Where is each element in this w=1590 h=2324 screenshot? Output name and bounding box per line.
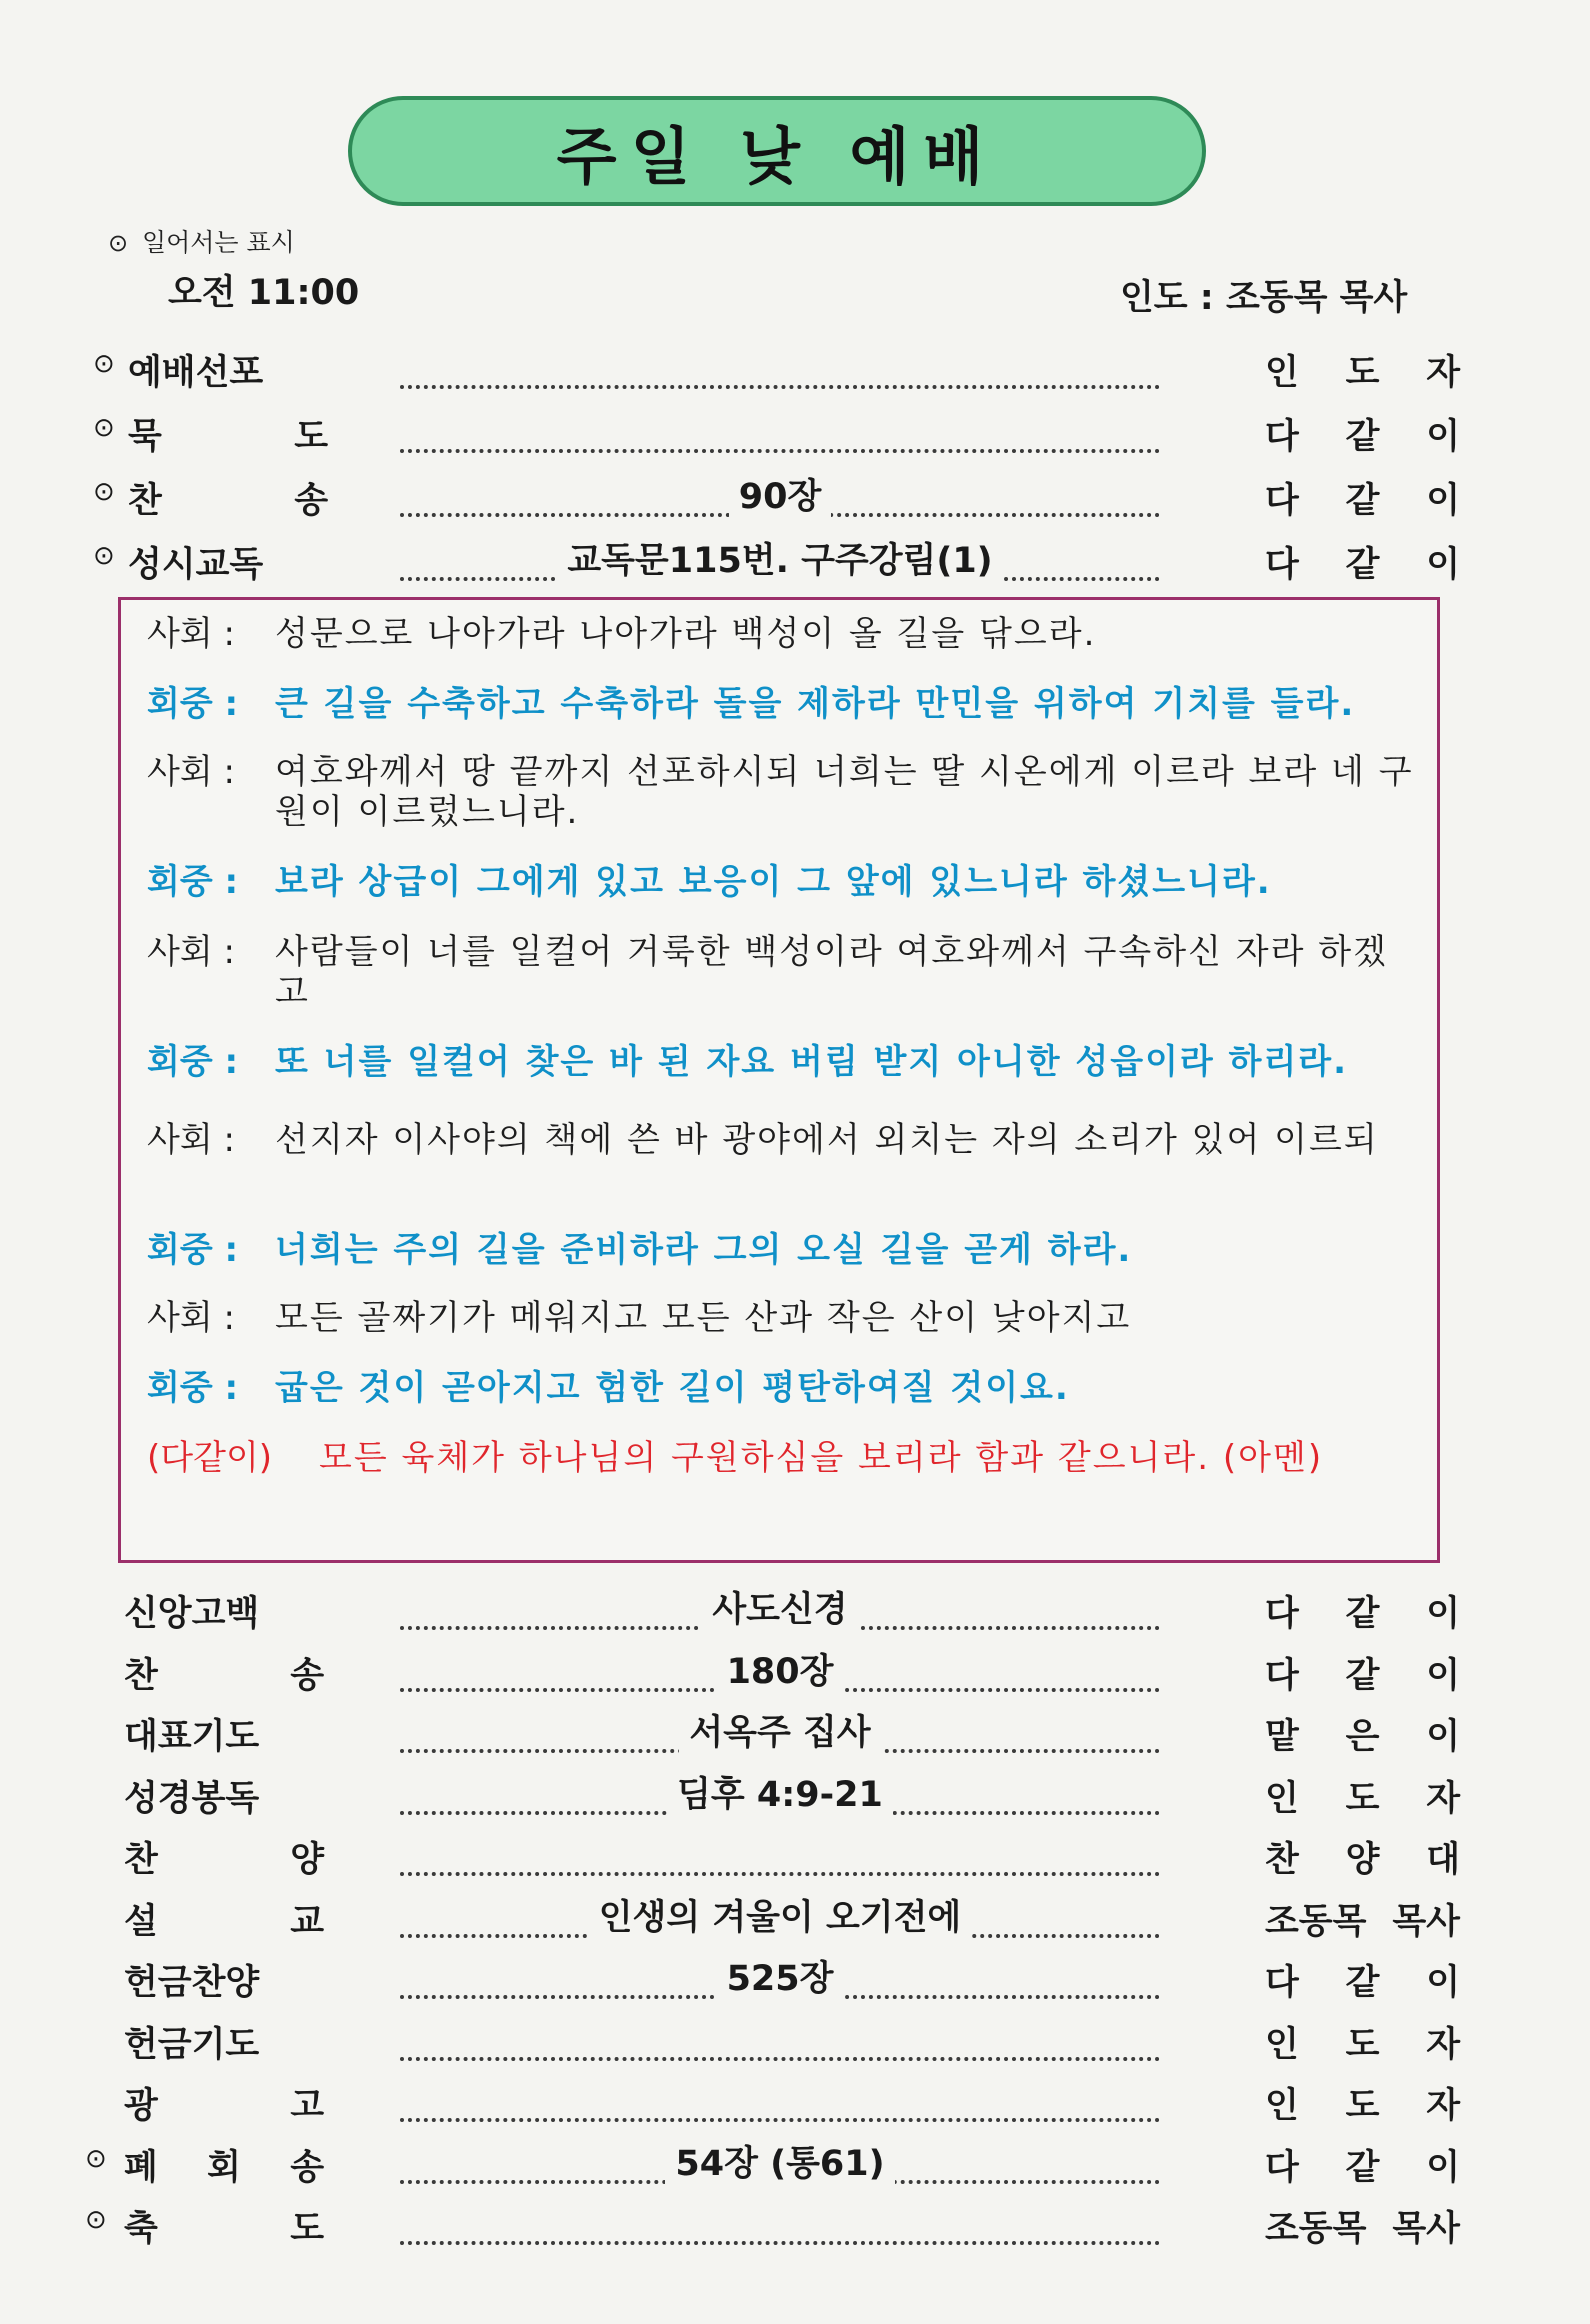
responsive-speaker: 사회 : — [147, 614, 235, 654]
order-row — [0, 1824, 1590, 1880]
order-row — [0, 1640, 1590, 1696]
order-item-person: 다 같 이 — [1265, 2147, 1460, 2188]
responsive-line — [147, 1368, 1417, 1408]
order-row — [0, 2070, 1590, 2126]
responsive-text: 큰 길을 수축하고 수축하라 돌을 제하라 만민을 위하여 기치를 들라. — [275, 684, 1356, 724]
order-row — [0, 1886, 1590, 1942]
responsive-line — [147, 614, 1417, 654]
responsive-line — [147, 1120, 1417, 1160]
responsive-text: 굽은 것이 곧아지고 험한 길이 평탄하여질 것이요. — [275, 1368, 1070, 1408]
order-item-person: 조동목 목사 — [1265, 2209, 1460, 2249]
order-item-person: 인 도 자 — [1265, 353, 1460, 393]
order-item-detail: 90장 — [400, 469, 1160, 519]
order-row — [0, 1763, 1590, 1819]
order-item-label: 설 교 — [124, 1901, 324, 1942]
order-item-label: 묵 도 — [128, 417, 328, 457]
responsive-speaker: 회중 : — [147, 1368, 239, 1408]
order-item-detail: 딤후 4:9-21 — [400, 1767, 1160, 1817]
standing-legend-label: 일어서는 표시 — [141, 228, 295, 257]
dotted-leader — [400, 2078, 1160, 2122]
standing-marker-icon: ⊙ — [93, 477, 115, 507]
responsive-line — [147, 862, 1417, 902]
order-item-label: 찬 송 — [128, 481, 328, 521]
order-item-person: 조동목 목사 — [1265, 1901, 1460, 1942]
dotted-leader — [400, 2201, 1160, 2245]
standing-marker-icon: ⊙ — [85, 2143, 107, 2174]
order-row — [0, 1947, 1590, 2003]
order-row — [0, 401, 1590, 457]
responsive-speaker: 회중 : — [147, 1230, 239, 1270]
order-row — [0, 529, 1590, 585]
order-item-detail: 사도신경 — [400, 1582, 1160, 1632]
dotted-leader — [400, 409, 1160, 453]
responsive-text: 또 너를 일컬어 찾은 바 된 자요 버림 받지 아니한 성읍이라 하리라. — [275, 1042, 1349, 1082]
order-row — [0, 337, 1590, 393]
standing-marker-icon: ⊙ — [93, 349, 115, 379]
dotted-leader — [400, 345, 1160, 389]
order-item-detail: 525장 — [400, 1951, 1160, 2001]
order-item-label: 헌금기도 — [124, 2024, 260, 2065]
order-item-person: 다 같 이 — [1265, 1655, 1460, 1696]
order-item-label: 광 고 — [124, 2086, 324, 2126]
order-item-label: 찬 송 — [124, 1655, 324, 1696]
dotted-leader — [400, 1832, 1160, 1876]
order-item-person: 인 도 자 — [1265, 1778, 1460, 1819]
responsive-speaker: 사회 : — [147, 1120, 235, 1160]
order-item-person: 맡 은 이 — [1265, 1717, 1460, 1757]
order-item-label: 폐 회 송 — [124, 2147, 324, 2188]
order-item-person: 찬 양 대 — [1265, 1840, 1460, 1880]
order-item-label: 헌금찬양 — [124, 1963, 260, 2003]
order-item-detail: 54장 (통61) — [400, 2136, 1160, 2186]
responsive-line — [147, 684, 1417, 724]
order-row — [0, 1578, 1590, 1634]
order-item-person: 다 같 이 — [1265, 1594, 1460, 1634]
page-title: 주일 낮 예배 — [556, 119, 998, 193]
responsive-text: 성문으로 나아가라 나아가라 백성이 올 길을 닦으라. — [275, 614, 1097, 654]
standing-marker-icon: ⊙ — [93, 541, 115, 571]
title-banner — [348, 96, 1206, 206]
order-item-person: 다 같 이 — [1265, 417, 1460, 457]
order-row — [0, 2009, 1590, 2065]
responsive-line — [147, 1298, 1417, 1338]
order-item-person: 다 같 이 — [1265, 1963, 1460, 2003]
order-item-person: 다 같 이 — [1265, 481, 1460, 521]
order-item-detail: 서옥주 집사 — [400, 1705, 1160, 1755]
responsive-text: 여호와께서 땅 끝까지 선포하시되 너희는 딸 시온에게 이르라 보라 네 구원이 이르렀느니라. — [275, 752, 1414, 832]
responsive-speaker: 회중 : — [147, 862, 239, 902]
responsive-speaker: 사회 : — [147, 1298, 235, 1338]
responsive-speaker: (다같이) — [147, 1438, 273, 1478]
order-item-label: 성시교독 — [128, 545, 264, 585]
service-time: 오전 11:00 — [168, 273, 360, 313]
standing-marker-icon: ⊙ — [108, 229, 129, 257]
responsive-text: 너희는 주의 길을 준비하라 그의 오실 길을 곧게 하라. — [275, 1230, 1133, 1270]
responsive-reading-box — [118, 597, 1440, 1563]
order-item-person: 인 도 자 — [1265, 2024, 1460, 2065]
responsive-speaker: 사회 : — [147, 932, 235, 972]
responsive-line — [147, 1230, 1417, 1270]
responsive-speaker: 회중 : — [147, 1042, 239, 1082]
order-item-person: 인 도 자 — [1265, 2086, 1460, 2126]
responsive-text: 선지자 이사야의 책에 쓴 바 광야에서 외치는 자의 소리가 있어 이르되 — [275, 1120, 1379, 1160]
order-item-label: 찬 양 — [124, 1840, 324, 1880]
order-item-detail: 180장 — [400, 1644, 1160, 1694]
order-row — [0, 1701, 1590, 1757]
standing-marker-icon: ⊙ — [85, 2205, 107, 2235]
order-item-label: 성경봉독 — [124, 1778, 260, 1819]
order-row — [0, 2193, 1590, 2249]
responsive-text: 모든 육체가 하나님의 구원하심을 보리라 함과 같으니라. (아멘) — [319, 1438, 1324, 1478]
responsive-text: 보라 상급이 그에게 있고 보응이 그 앞에 있느니라 하셨느니라. — [275, 862, 1272, 902]
service-leader: 인도 : 조동목 목사 — [1120, 278, 1408, 318]
order-item-detail: 교독문115번. 구주강림(1) — [400, 533, 1160, 583]
standing-legend — [108, 223, 295, 259]
order-item-label: 예배선포 — [128, 353, 264, 393]
responsive-line — [147, 752, 1417, 832]
responsive-speaker: 회중 : — [147, 684, 239, 724]
responsive-text: 모든 골짜기가 메워지고 모든 산과 작은 산이 낮아지고 — [275, 1298, 1132, 1338]
responsive-text: 사람들이 너를 일컬어 거룩한 백성이라 여호와께서 구속하신 자라 하겠고 — [275, 932, 1388, 1012]
order-item-detail: 인생의 겨울이 오기전에 — [400, 1890, 1160, 1940]
responsive-speaker: 사회 : — [147, 752, 235, 792]
responsive-line — [147, 1042, 1417, 1082]
order-item-label: 대표기도 — [124, 1717, 260, 1757]
order-item-label: 신앙고백 — [124, 1594, 260, 1634]
order-row — [0, 2132, 1590, 2188]
order-item-person: 다 같 이 — [1265, 545, 1460, 585]
responsive-line — [147, 932, 1417, 1012]
responsive-line — [147, 1438, 1417, 1478]
standing-marker-icon: ⊙ — [93, 413, 115, 443]
order-row — [0, 465, 1590, 521]
dotted-leader — [400, 2017, 1160, 2061]
order-item-label: 축 도 — [124, 2209, 324, 2249]
